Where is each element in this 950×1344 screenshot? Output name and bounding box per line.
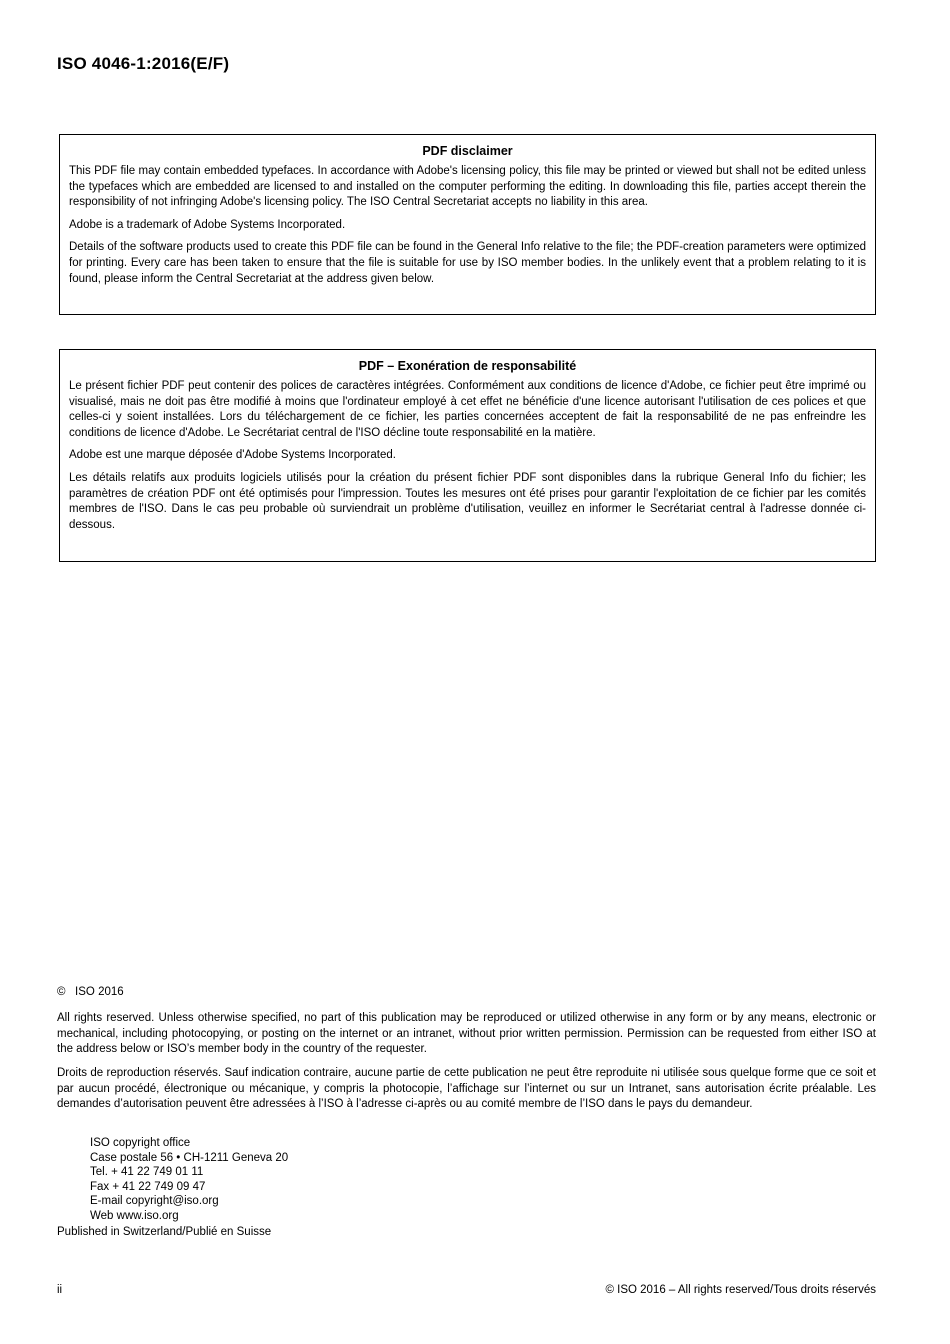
disclaimer-en-paragraph-3: Details of the software products used to create this PDF file can be found in the General Info relative to the file; the PDF-creation parameters were optimized for printing. Every care has been taken to ensure that the file is suitable for use by ISO member bodies. In the unlikely event that a problem relating to it is found, please inform the Central Secretariat at the address given below. — [69, 241, 866, 285]
pdf-disclaimer-title-english: PDF disclaimer — [422, 144, 513, 158]
copyright-notice: © ISO 2016 — [57, 986, 124, 998]
address-line-postal: Case postale 56 • CH-1211 Geneva 20 — [90, 1151, 289, 1164]
pdf-disclaimer-box-english — [59, 134, 876, 315]
rights-statement-french: Droits de reproduction réservés. Sauf indication contraire, aucune partie de cette publication ne peut être reproduite ni utilisée sous quelque forme que ce soit et par aucun procédé, électronique ou mécanique, y compris la photocopie, l’affichage sur l’internet ou sur un Intranet, sans autorisation écrite préalable. Les demandes d’autorisation peuvent être adressées à l’ISO à l’adresse ci-après ou au comité membre de l’ISO dans le pays du demandeur. — [57, 1067, 876, 1111]
pdf-disclaimer-title-french: PDF – Exonération de responsabilité — [358, 359, 577, 373]
disclaimer-fr-paragraph-2: Adobe est une marque déposée d'Adobe Systems Incorporated. — [69, 449, 396, 462]
page-number: ii — [57, 1284, 63, 1296]
document-reference-title: ISO 4046-1:2016(E/F) — [57, 54, 230, 73]
pdf-disclaimer-box-french — [59, 349, 876, 562]
address-line-web: Web www.iso.org — [90, 1209, 179, 1222]
address-line-email: E-mail copyright@iso.org — [90, 1195, 219, 1208]
disclaimer-fr-paragraph-3: Les détails relatifs aux produits logiciels utilisés pour la création du présent fichier PDF sont disponibles dans la rubrique General Info du fichier; les paramètres de création PDF ont été optimisés pour l'impression. Toutes les mesures ont été prises pour garantir l'exploitation de ce fichier par les comités membres de l'ISO. Dans le cas peu probable où surviendrait un problème d'utilisation, veuillez en informer le Secrétariat central à l'adresse donnée ci-dessous. — [69, 471, 866, 531]
address-line-fax: Fax + 41 22 749 09 47 — [90, 1180, 206, 1193]
address-line-office: ISO copyright office — [90, 1137, 191, 1149]
iso-copyright-office-address-block — [90, 1136, 288, 1224]
disclaimer-en-paragraph-2: Adobe is a trademark of Adobe Systems Incorporated. — [69, 218, 346, 231]
disclaimer-en-paragraph-1: This PDF file may contain embedded typefaces. In accordance with Adobe's licensing policy, this file may be printed or viewed but shall not be edited unless the typefaces which are embedded are licensed to and installed on the computer performing the editing. In downloading this file, parties accept therein the responsibility of not infringing Adobe's licensing policy. The ISO Central Secretariat accepts no liability in this area. — [69, 165, 866, 209]
footer-copyright-line: © ISO 2016 – All rights reserved/Tous droits réservés — [605, 1284, 876, 1296]
rights-statement-english: All rights reserved. Unless otherwise specified, no part of this publication may be reproduced or utilized otherwise in any form or by any means, electronic or mechanical, including photocopying, or posting on the internet or an intranet, without prior written permission. Permission can be requested from either ISO at the address below or ISO’s member body in the country of the requester. — [57, 1012, 876, 1056]
address-line-tel: Tel. + 41 22 749 01 11 — [90, 1166, 204, 1179]
disclaimer-fr-paragraph-1: Le présent fichier PDF peut contenir des polices de caractères intégrées. Conformément aux conditions de licence d'Adobe, ce fichier peut être imprimé ou visualisé, mais ne doit pas être modifié à moins que l'ordinateur employé à cet effet ne bénéficie d'une licence autorisant l'utilisation de ces polices et que celles-ci y soient installées. Lors du téléchargement de ce fichier, les parties concernées acceptent de fait la responsabilité de ne pas enfreindre les conditions de licence d'Adobe. Le Secrétariat central de l'ISO décline toute responsabilité en la matière. — [69, 380, 866, 439]
published-in-line: Published in Switzerland/Publié en Suisse — [57, 1226, 272, 1238]
